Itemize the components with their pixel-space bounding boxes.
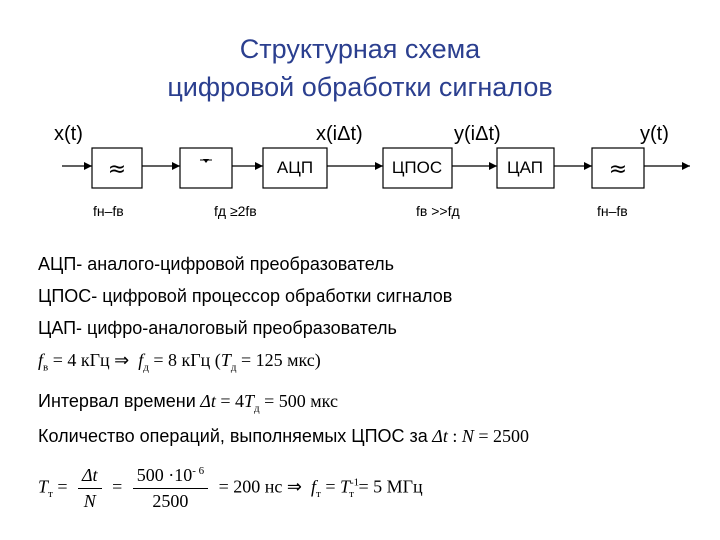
definition-adc: АЦП- аналого-цифровой преобразователь <box>38 254 395 274</box>
filter-block-output <box>592 148 644 188</box>
value-fd: = 8 кГц ( <box>153 350 221 370</box>
fraction-numerator: Δt <box>78 465 102 489</box>
symbol-delta-t: Δt <box>432 426 448 446</box>
dac-label: ЦАП <box>507 158 543 177</box>
operations-value: = 2500 <box>478 426 530 446</box>
symbol-f: f <box>38 350 44 370</box>
symbol-f: f <box>138 350 144 370</box>
equals-sign: = <box>325 476 336 497</box>
symbol-t: T <box>38 476 49 497</box>
operations-label: Количество операций, выполняемых ЦПОС за <box>38 426 428 446</box>
symbol-t: T <box>244 391 255 411</box>
signal-label-input: x(t) <box>54 123 83 145</box>
formula-interval <box>38 391 338 415</box>
condition-filter-input: fн–fв <box>93 203 124 219</box>
value-td: = 125 мкс) <box>240 350 321 370</box>
subscript-d: д <box>230 361 237 374</box>
condition-sampling: fд ≥2fв <box>214 203 257 219</box>
symbol-n: N <box>461 426 474 446</box>
interval-value: = 500 мкс <box>264 391 338 411</box>
subscript-t: т <box>316 488 321 501</box>
clock-period-value: = 200 нс ⇒ <box>218 476 302 497</box>
signal-label-processed: y(iΔt) <box>454 123 501 145</box>
subscript-v: в <box>43 361 49 374</box>
subscript-d: д <box>143 361 149 374</box>
sampler-block <box>180 148 232 188</box>
dsp-label: ЦПОС <box>391 158 443 177</box>
condition-processor: fв >>fд <box>416 203 460 219</box>
symbol-delta-t: Δt <box>200 391 216 411</box>
dsp-block <box>383 148 452 188</box>
symbol-t: T <box>220 350 231 370</box>
equals-sign: = <box>112 476 123 497</box>
filter-block-input <box>92 148 142 188</box>
formula-frequencies <box>38 350 321 374</box>
value-fv: = 4 кГц ⇒ <box>52 350 130 370</box>
separator: : <box>452 426 458 446</box>
subscript-d: д <box>254 402 260 415</box>
interval-multiplier: = 4 <box>220 391 245 411</box>
definition-dsp: ЦПОС- цифровой процессор обработки сигналов <box>38 286 453 306</box>
formula-clock <box>38 465 423 512</box>
formula-operations <box>38 426 529 447</box>
signal-label-sampled: x(iΔt) <box>316 123 363 145</box>
definition-dac: ЦАП- цифро-аналоговый преобразователь <box>38 318 397 338</box>
fraction-dt-over-n <box>78 465 102 512</box>
filter-symbol-input: ≈ <box>107 157 127 182</box>
signal-label-output: y(t) <box>640 123 669 145</box>
block-diagram <box>0 110 720 235</box>
fraction-denominator: 2500 <box>152 491 189 511</box>
exponent: -1 <box>350 476 360 489</box>
adc-block <box>263 148 327 188</box>
fraction-numerator: 500 ·10 <box>136 465 193 485</box>
symbol-t: T <box>339 476 350 497</box>
subscript-t: т <box>48 488 53 501</box>
condition-filter-output: fн–fв <box>597 203 628 219</box>
slide-title-line1: Структурная схема <box>239 34 481 64</box>
equals-sign: = <box>57 476 68 497</box>
fraction-numeric <box>133 465 208 512</box>
subscript-t: т <box>349 488 354 501</box>
clock-frequency-value: = 5 МГц <box>358 476 423 497</box>
fraction-denominator: N <box>83 491 96 511</box>
interval-label: Интервал времени <box>38 391 196 411</box>
symbol-f: f <box>311 476 317 497</box>
dac-block <box>497 148 554 188</box>
adc-label: АЦП <box>276 158 314 177</box>
exponent: - 6 <box>192 465 205 477</box>
slide-title-line2: цифровой обработки сигналов <box>167 72 553 102</box>
filter-symbol-output: ≈ <box>608 157 628 182</box>
